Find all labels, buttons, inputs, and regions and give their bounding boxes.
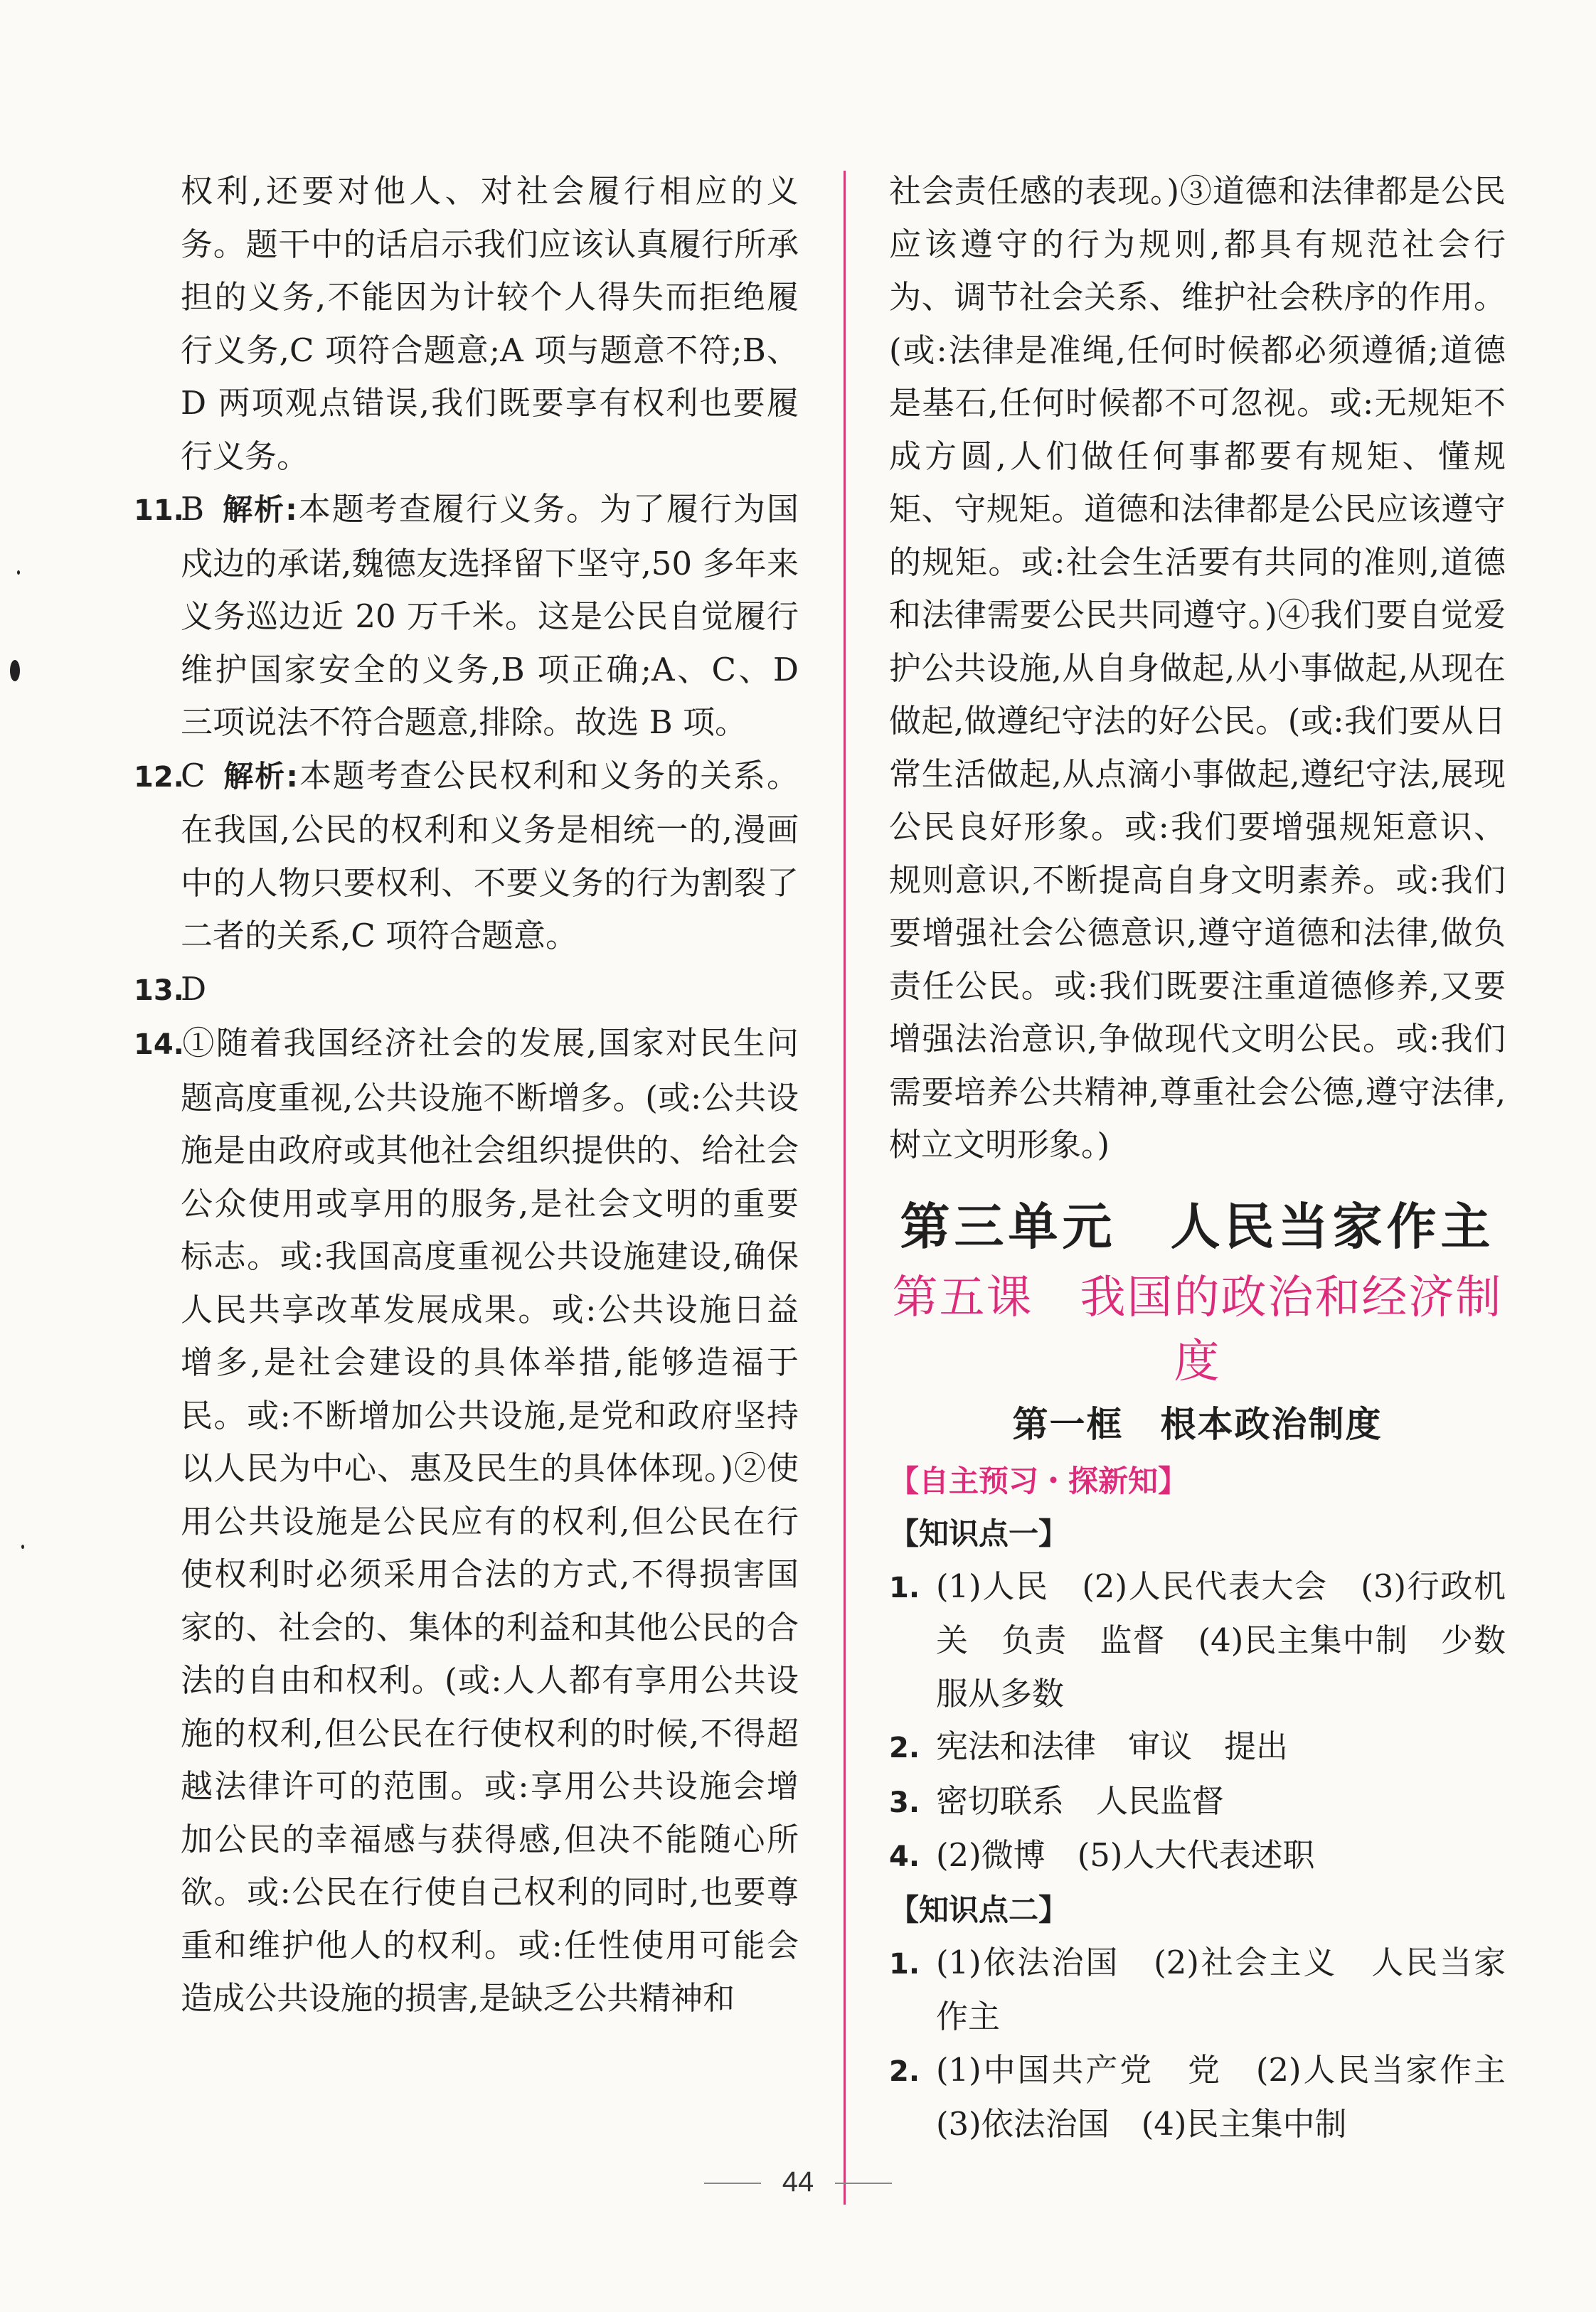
kp1-item xyxy=(889,1720,1506,1775)
item-number: 2. xyxy=(889,1732,920,1764)
footer-rule xyxy=(704,2183,761,2184)
page-footer xyxy=(0,2166,1596,2198)
kp1-item xyxy=(889,1829,1506,1884)
analysis-keyword: 解析: xyxy=(221,492,297,527)
scan-speck xyxy=(17,570,20,575)
continued-paragraph: 权利,还要对他人、对社会履行相应的义务。题干中的话启示我们应该认真履行所承担的义务,不能因为计较个人得失而拒绝履行义务,C 项符合题意;A 项与题意不符;B、D 两项观点错误,我们既要享有权利也要履行义务。 xyxy=(181,172,799,475)
scan-speck xyxy=(10,660,20,681)
item-text: (1)人民 (2)人民代表大会 (3)行政机关 负责 监督 (4)民主集中制 少数服从多数 xyxy=(936,1567,1506,1712)
item-number: 1. xyxy=(889,1571,920,1604)
unit-title: 第三单元 人民当家作主 xyxy=(900,1197,1495,1256)
analysis-text: 本题考查履行义务。为了履行为国戍边的承诺,魏德友选择留下坚守,50 多年来义务巡边近 20 万千米。这是公民自觉履行维护国家安全的义务,B 项正确;A、C、D 三项说法不符合题意,排除。故选 B 项。 xyxy=(181,490,799,741)
item-text: (1)依法治国 (2)社会主义 人民当家作主 xyxy=(936,1943,1506,2035)
item-text: (1)中国共产党 党 (2)人民当家作主 (3)依法治国 (4)民主集中制 xyxy=(936,2050,1538,2143)
kp2-item xyxy=(889,1937,1506,2044)
scan-speck xyxy=(21,1545,24,1549)
column-divider xyxy=(844,171,846,2205)
question-number: 14. xyxy=(134,1028,184,1061)
right-column xyxy=(889,165,1538,2151)
question-number: 11. xyxy=(134,494,184,527)
item-number: 3. xyxy=(889,1786,920,1819)
kp1-item xyxy=(889,1560,1506,1721)
knowledge-point-1-tag: 【知识点一】 xyxy=(889,1515,1069,1551)
item-text: (2)微博 (5)人大代表述职 xyxy=(936,1836,1315,1874)
page-number: 44 xyxy=(782,2166,814,2198)
answer-12 xyxy=(134,750,799,963)
answer-11 xyxy=(134,483,799,750)
answer-letter: B xyxy=(181,490,205,528)
answer-text: ①随着我国经济社会的发展,国家对民生问题高度重视,公共设施不断增多。(或:公共设施是由政府或其他社会组织提供的、给社会公众使用或享用的服务,是社会文明的重要标志。或:我国高度重视公共设施建设,确保人民共享改革发展成果。或:公共设施日益增多,是社会建设的具体举措,能够造福于民。或:不断增加公共设施,是党和政府坚持以人民为中心、惠及民生的具体体现。)②使用公共设施是公民应有的权利,但公民在行使权利时必须采用合法的方式,不得损害国家的、社会的、集体的利益和其他公民的合法的自由和权利。(或:人人都有享用公共设施的权利,但公民在行使权利的时候,不得超越法律许可的范围。或:享用公共设施会增加公民的幸福感与获得感,但决不能随心所欲。或:公民在行使自己权利的同时,也要尊重和维护他人的权利。或:任性使用可能会造成公共设施的损害,是缺乏公共精神和 xyxy=(181,1024,799,2017)
left-column xyxy=(134,165,799,2025)
analysis-text: 本题考查公民权利和义务的关系。在我国,公民的权利和义务是相统一的,漫画中的人物只要权利、不要义务的行为割裂了二者的关系,C 项符合题意。 xyxy=(181,756,799,954)
kp2-item xyxy=(889,2044,1538,2151)
answer-letter: D xyxy=(181,969,207,1008)
question-number: 13. xyxy=(134,974,184,1007)
item-number: 4. xyxy=(889,1840,920,1873)
answer-14 xyxy=(134,1017,799,2025)
kp1-item xyxy=(889,1775,1506,1830)
knowledge-point-2-tag: 【知识点二】 xyxy=(889,1892,1069,1927)
footer-rule xyxy=(835,2183,892,2184)
answer-letter: C xyxy=(181,756,206,794)
continued-paragraph: 社会责任感的表现。)③道德和法律都是公民应该遵守的行为规则,都具有规范社会行为、调节社会关系、维护社会秩序的作用。(或:法律是准绳,任何时候都必须遵循;道德是基石,任何时候都不可忽视。或:无规矩不成方圆,人们做任何事都要有规矩、懂规矩、守规矩。道德和法律都是公民应该遵守的规矩。或:社会生活要有共同的准则,道德和法律需要公民共同遵守。)④我们要自觉爱护公共设施,从自身做起,从小事做起,从现在做起,做遵纪守法的好公民。(或:我们要从日常生活做起,从点滴小事做起,遵纪守法,展现公民良好形象。或:我们要增强规矩意识、规则意识,不断提高自身文明素养。或:我们要增强社会公德意识,遵守道德和法律,做负责任公民。或:我们既要注重道德修养,又要增强法治意识,争做现代文明公民。或:我们需要培养公共精神,尊重社会公德,遵守法律,树立文明形象。) xyxy=(889,172,1506,1163)
section-tag: 【自主预习・探新知】 xyxy=(889,1463,1188,1498)
item-text: 宪法和法律 审议 提出 xyxy=(936,1727,1289,1765)
item-text: 密切联系 人民监督 xyxy=(936,1781,1225,1820)
analysis-keyword: 解析: xyxy=(222,758,299,794)
item-number: 2. xyxy=(889,2055,920,2088)
lesson-title: 第五课 我国的政治和经济制度 xyxy=(892,1271,1503,1388)
frame-title: 第一框 根本政治制度 xyxy=(1012,1403,1383,1445)
question-number: 12. xyxy=(134,760,184,794)
item-number: 1. xyxy=(889,1947,920,1981)
answer-13 xyxy=(134,963,799,1018)
